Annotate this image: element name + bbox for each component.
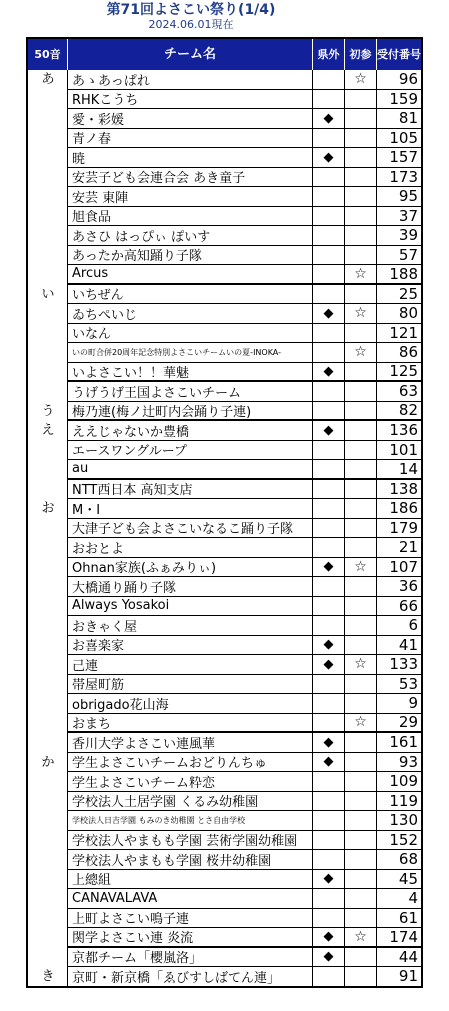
outside-prefecture-cell bbox=[313, 753, 345, 772]
as-of-date: 2024.06.01現在 bbox=[148, 18, 234, 31]
entry-number-cell: 109 bbox=[389, 772, 418, 791]
first-time-cell bbox=[345, 811, 377, 830]
first-time-cell bbox=[345, 850, 377, 869]
outside-prefecture-cell bbox=[313, 90, 345, 109]
yomi-label: お bbox=[41, 501, 55, 516]
team-name-cell: いよさこい！！華魅 bbox=[68, 363, 313, 381]
outside-prefecture-cell bbox=[313, 811, 345, 830]
outside-prefecture-cell bbox=[313, 207, 345, 226]
entry-number-cell: 130 bbox=[389, 811, 418, 830]
first-time-cell bbox=[345, 285, 377, 304]
entry-number-cell: 159 bbox=[389, 89, 418, 108]
outside-prefecture-cell bbox=[313, 285, 345, 304]
team-name-cell: NTT西日本 高知支店 bbox=[68, 480, 313, 499]
first-time-cell bbox=[345, 714, 377, 732]
table-row bbox=[68, 811, 421, 831]
table-row bbox=[68, 90, 421, 110]
table-row bbox=[68, 168, 421, 188]
star-icon: ☆ bbox=[354, 558, 367, 575]
table-row bbox=[68, 129, 421, 149]
outside-prefecture-cell bbox=[313, 694, 345, 713]
first-time-cell bbox=[345, 558, 377, 577]
table-row bbox=[68, 441, 421, 461]
outside-prefecture-cell bbox=[313, 538, 345, 557]
team-name-cell: 学校法人土居学園 くるみ幼稚園 bbox=[68, 792, 313, 811]
team-name-cell: M・I bbox=[68, 499, 313, 518]
entry-number-cell: 39 bbox=[398, 226, 418, 245]
table-row bbox=[68, 870, 421, 890]
team-name-cell: 青ノ春 bbox=[68, 129, 313, 148]
page-title: 第71回よさこい祭り(1/4) bbox=[106, 2, 276, 18]
team-name-cell: あゝあっぱれ bbox=[68, 70, 313, 89]
first-time-cell bbox=[345, 694, 377, 713]
star-icon: ☆ bbox=[354, 656, 367, 673]
team-name-cell: obrigado花山海 bbox=[68, 694, 313, 713]
first-time-cell bbox=[345, 948, 377, 967]
entry-number-cell: 6 bbox=[408, 616, 418, 635]
entry-number-cell: 66 bbox=[398, 596, 418, 615]
team-name-cell: ゐちぺいじ bbox=[68, 304, 313, 323]
team-name-cell: いの町合併20周年記念特別よさこいチームいの夏-INOKA- bbox=[68, 343, 313, 362]
outside-prefecture-cell bbox=[313, 558, 345, 577]
outside-prefecture-cell bbox=[313, 363, 345, 381]
table-row bbox=[68, 714, 421, 734]
outside-prefecture-cell bbox=[313, 889, 345, 908]
team-name-cell: 安芸 東陣 bbox=[68, 187, 313, 206]
entry-number-cell: 186 bbox=[389, 499, 418, 518]
table-body bbox=[28, 70, 421, 986]
first-time-cell bbox=[345, 655, 377, 674]
first-time-cell bbox=[345, 265, 377, 283]
table-header bbox=[28, 39, 421, 70]
yomi-label: え bbox=[41, 423, 55, 438]
team-name-cell: 大津子ども会よさこいなるこ踊り子隊 bbox=[68, 519, 313, 538]
first-time-cell bbox=[345, 519, 377, 538]
table-row bbox=[68, 70, 421, 90]
outside-prefecture-cell bbox=[313, 402, 345, 420]
team-name-cell: あったか高知踊り子隊 bbox=[68, 246, 313, 265]
entry-number-cell: 21 bbox=[398, 538, 418, 557]
outside-prefecture-cell bbox=[313, 304, 345, 323]
entry-number-cell: 125 bbox=[389, 362, 418, 381]
table-row bbox=[68, 382, 421, 402]
table-row bbox=[68, 285, 421, 305]
entry-number-cell: 174 bbox=[389, 927, 418, 946]
star-icon: ☆ bbox=[354, 265, 367, 282]
outside-prefecture-cell bbox=[313, 928, 345, 946]
outside-prefecture-cell bbox=[313, 733, 345, 752]
table-row bbox=[68, 928, 421, 948]
outside-prefecture-cell bbox=[313, 148, 345, 167]
team-name-cell: 京町・新京橋「ゑびすしばてん連」 bbox=[68, 967, 313, 986]
diamond-icon: ◆ bbox=[323, 110, 334, 126]
entry-number-cell: 53 bbox=[398, 674, 418, 693]
entry-number-cell: 173 bbox=[389, 167, 418, 186]
team-name-cell: 旭食品 bbox=[68, 207, 313, 226]
table-row bbox=[68, 967, 421, 987]
table-row bbox=[68, 889, 421, 909]
table-row bbox=[68, 616, 421, 636]
outside-prefecture-cell bbox=[313, 831, 345, 850]
first-time-cell bbox=[345, 889, 377, 908]
star-icon: ☆ bbox=[354, 305, 367, 322]
first-time-cell bbox=[345, 616, 377, 635]
table-row bbox=[68, 246, 421, 266]
outside-prefecture-cell bbox=[313, 324, 345, 343]
yomi-label: い bbox=[41, 286, 55, 302]
outside-prefecture-cell bbox=[313, 187, 345, 206]
table-rows bbox=[68, 70, 421, 987]
first-time-cell bbox=[345, 499, 377, 518]
team-name-cell: au bbox=[68, 460, 313, 478]
team-name-cell: 帯屋町筋 bbox=[68, 675, 313, 694]
outside-prefecture-cell bbox=[313, 967, 345, 986]
yomi-label: き bbox=[41, 969, 55, 984]
diamond-icon: ◆ bbox=[323, 637, 334, 653]
outside-prefecture-cell bbox=[313, 441, 345, 460]
team-name-cell: うげうげ王国よさこいチーム bbox=[68, 382, 313, 401]
table-row bbox=[68, 753, 421, 773]
outside-prefecture-cell bbox=[313, 772, 345, 791]
first-time-cell bbox=[345, 187, 377, 206]
table-row bbox=[68, 636, 421, 656]
first-time-cell bbox=[345, 460, 377, 478]
table-row bbox=[68, 363, 421, 383]
first-time-cell bbox=[345, 909, 377, 928]
diamond-icon: ◆ bbox=[323, 422, 334, 438]
outside-prefecture-cell bbox=[313, 421, 345, 440]
entry-number-cell: 136 bbox=[389, 421, 418, 440]
table-row bbox=[68, 480, 421, 500]
first-time-cell bbox=[345, 382, 377, 401]
first-time-cell bbox=[345, 129, 377, 148]
team-name-cell: エースワングループ bbox=[68, 441, 313, 460]
diamond-icon: ◆ bbox=[323, 149, 334, 165]
table-row bbox=[68, 460, 421, 480]
team-name-cell: 上總組 bbox=[68, 870, 313, 889]
entry-number-cell: 36 bbox=[398, 577, 418, 596]
outside-prefecture-cell bbox=[313, 499, 345, 518]
team-name-cell: ええじゃないか豊橋 bbox=[68, 421, 313, 440]
team-name-cell: 京都チーム「櫻嵐洛」 bbox=[68, 948, 313, 967]
team-name-cell: おきゃく屋 bbox=[68, 616, 313, 635]
entry-number-cell: 96 bbox=[398, 70, 418, 89]
diamond-icon: ◆ bbox=[323, 559, 334, 575]
entry-number-cell: 68 bbox=[398, 850, 418, 869]
table-row bbox=[68, 831, 421, 851]
outside-prefecture-cell bbox=[313, 226, 345, 245]
entry-number-cell: 107 bbox=[389, 557, 418, 576]
outside-prefecture-cell bbox=[313, 343, 345, 362]
outside-prefecture-cell bbox=[313, 129, 345, 148]
first-time-cell bbox=[345, 870, 377, 889]
team-name-cell: 学生よさこいチーム粋恋 bbox=[68, 772, 313, 791]
entry-number-cell: 29 bbox=[398, 713, 418, 732]
table-row bbox=[68, 109, 421, 129]
outside-prefecture-cell bbox=[313, 265, 345, 283]
team-name-cell: 上町よさこい鳴子連 bbox=[68, 909, 313, 928]
outside-prefecture-cell bbox=[313, 870, 345, 889]
team-name-cell: いちぜん bbox=[68, 285, 313, 304]
header-first-time: 初参 bbox=[345, 39, 377, 70]
first-time-cell bbox=[345, 928, 377, 946]
entry-number-cell: 161 bbox=[389, 733, 418, 752]
first-time-cell bbox=[345, 421, 377, 440]
outside-prefecture-cell bbox=[313, 850, 345, 869]
outside-prefecture-cell bbox=[313, 948, 345, 967]
first-time-cell bbox=[345, 226, 377, 245]
first-time-cell bbox=[345, 967, 377, 986]
team-name-cell: 学校法人日吉学園 もみのき幼稚園 とさ自由学校 bbox=[68, 811, 313, 830]
table-row bbox=[68, 538, 421, 558]
first-time-cell bbox=[345, 304, 377, 323]
header-outside-prefecture: 県外 bbox=[313, 39, 345, 70]
table-row bbox=[68, 577, 421, 597]
header-yomi: 50音 bbox=[28, 39, 68, 70]
yomi-label: か bbox=[41, 754, 55, 770]
entry-number-cell: 57 bbox=[398, 245, 418, 264]
team-name-cell: あさひ はっぴぃ ぽいす bbox=[68, 226, 313, 245]
first-time-cell bbox=[345, 441, 377, 460]
entry-number-cell: 95 bbox=[398, 187, 418, 206]
team-name-cell: Always Yosakoi bbox=[68, 597, 313, 616]
table-row bbox=[68, 402, 421, 422]
entry-number-cell: 152 bbox=[389, 830, 418, 849]
first-time-cell bbox=[345, 168, 377, 187]
table-row bbox=[68, 948, 421, 968]
first-time-cell bbox=[345, 577, 377, 596]
outside-prefecture-cell bbox=[313, 109, 345, 128]
table-row bbox=[68, 675, 421, 695]
entry-number-cell: 133 bbox=[389, 655, 418, 674]
outside-prefecture-cell bbox=[313, 675, 345, 694]
yomi-label: う bbox=[41, 403, 55, 419]
table-row bbox=[68, 421, 421, 441]
diamond-icon: ◆ bbox=[323, 929, 334, 945]
outside-prefecture-cell bbox=[313, 909, 345, 928]
table-row bbox=[68, 792, 421, 812]
outside-prefecture-cell bbox=[313, 577, 345, 596]
entry-number-cell: 25 bbox=[398, 284, 418, 303]
outside-prefecture-cell bbox=[313, 519, 345, 538]
table-row bbox=[68, 909, 421, 929]
outside-prefecture-cell bbox=[313, 616, 345, 635]
outside-prefecture-cell bbox=[313, 597, 345, 616]
first-time-cell bbox=[345, 792, 377, 811]
team-name-cell: 関学よさこい連 炎流 bbox=[68, 928, 313, 946]
entry-number-cell: 91 bbox=[398, 967, 418, 986]
team-name-cell: 学生よさこいチームおどりんちゅ bbox=[68, 753, 313, 772]
table-row bbox=[68, 265, 421, 285]
table-row bbox=[68, 558, 421, 578]
table-row bbox=[68, 499, 421, 519]
outside-prefecture-cell bbox=[313, 480, 345, 499]
first-time-cell bbox=[345, 480, 377, 499]
team-name-cell: RHKこうち bbox=[68, 90, 313, 109]
first-time-cell bbox=[345, 90, 377, 109]
entry-number-cell: 93 bbox=[398, 752, 418, 771]
table-row bbox=[68, 187, 421, 207]
first-time-cell bbox=[345, 70, 377, 89]
table-row bbox=[68, 324, 421, 344]
team-table bbox=[26, 37, 423, 988]
entry-number-cell: 41 bbox=[398, 635, 418, 654]
diamond-icon: ◆ bbox=[323, 754, 334, 770]
diamond-icon: ◆ bbox=[323, 871, 334, 887]
entry-number-cell: 81 bbox=[398, 109, 418, 128]
star-icon: ☆ bbox=[354, 928, 367, 945]
first-time-cell bbox=[345, 733, 377, 752]
header-entry-number: 受付番号 bbox=[377, 47, 421, 61]
team-name-cell: いなん bbox=[68, 324, 313, 343]
first-time-cell bbox=[345, 538, 377, 557]
entry-number-cell: 119 bbox=[389, 791, 418, 810]
table-row bbox=[68, 772, 421, 792]
team-name-cell: 安芸子ども会連合会 あき童子 bbox=[68, 168, 313, 187]
entry-number-cell: 101 bbox=[389, 440, 418, 459]
entry-number-cell: 105 bbox=[389, 128, 418, 147]
entry-number-cell: 63 bbox=[398, 382, 418, 401]
team-name-cell: Arcus bbox=[68, 265, 313, 283]
first-time-cell bbox=[345, 109, 377, 128]
entry-number-cell: 4 bbox=[408, 889, 418, 908]
first-time-cell bbox=[345, 772, 377, 791]
outside-prefecture-cell bbox=[313, 168, 345, 187]
outside-prefecture-cell bbox=[313, 382, 345, 401]
diamond-icon: ◆ bbox=[323, 363, 334, 379]
table-row bbox=[68, 655, 421, 675]
diamond-icon: ◆ bbox=[323, 949, 334, 965]
table-row bbox=[68, 148, 421, 168]
entry-number-cell: 121 bbox=[389, 323, 418, 342]
table-row bbox=[68, 597, 421, 617]
entry-number-cell: 82 bbox=[398, 401, 418, 420]
yomi-column bbox=[28, 70, 68, 986]
first-time-cell bbox=[345, 343, 377, 362]
table-row bbox=[68, 207, 421, 227]
star-icon: ☆ bbox=[354, 71, 367, 88]
outside-prefecture-cell bbox=[313, 655, 345, 674]
first-time-cell bbox=[345, 207, 377, 226]
header-team-name: チーム名 bbox=[68, 39, 313, 70]
diamond-icon: ◆ bbox=[323, 656, 334, 672]
first-time-cell bbox=[345, 636, 377, 655]
entry-number-cell: 9 bbox=[408, 694, 418, 713]
table-row bbox=[68, 850, 421, 870]
first-time-cell bbox=[345, 363, 377, 381]
team-name-cell: おおとよ bbox=[68, 538, 313, 557]
first-time-cell bbox=[345, 402, 377, 420]
team-name-cell: 梅乃連(梅ノ辻町内会踊り子連) bbox=[68, 402, 313, 420]
outside-prefecture-cell bbox=[313, 246, 345, 265]
entry-number-cell: 179 bbox=[389, 518, 418, 537]
outside-prefecture-cell bbox=[313, 70, 345, 89]
team-name-cell: 学校法人やまもも学園 桜井幼稚園 bbox=[68, 850, 313, 869]
first-time-cell bbox=[345, 753, 377, 772]
team-name-cell: 大橋通り踊り子隊 bbox=[68, 577, 313, 596]
entry-number-cell: 138 bbox=[389, 479, 418, 498]
team-name-cell: CANAVALAVA bbox=[68, 889, 313, 908]
first-time-cell bbox=[345, 324, 377, 343]
team-name-cell: 愛・彩媛 bbox=[68, 109, 313, 128]
outside-prefecture-cell bbox=[313, 714, 345, 732]
outside-prefecture-cell bbox=[313, 460, 345, 478]
diamond-icon: ◆ bbox=[323, 734, 334, 750]
table-row bbox=[68, 304, 421, 324]
star-icon: ☆ bbox=[354, 714, 367, 731]
team-name-cell: 学校法人やまもも学園 芸術学園幼稚園 bbox=[68, 831, 313, 850]
table-row bbox=[68, 226, 421, 246]
first-time-cell bbox=[345, 148, 377, 167]
first-time-cell bbox=[345, 597, 377, 616]
entry-number-cell: 188 bbox=[389, 264, 418, 283]
first-time-cell bbox=[345, 675, 377, 694]
outside-prefecture-cell bbox=[313, 792, 345, 811]
team-name-cell: 香川大学よさこい連風華 bbox=[68, 733, 313, 752]
entry-number-cell: 44 bbox=[398, 947, 418, 966]
table-row bbox=[68, 343, 421, 363]
entry-number-cell: 86 bbox=[398, 343, 418, 362]
entry-number-cell: 61 bbox=[398, 908, 418, 927]
team-name-cell: 暁 bbox=[68, 148, 313, 167]
entry-number-cell: 45 bbox=[398, 869, 418, 888]
entry-number-cell: 80 bbox=[398, 304, 418, 323]
diamond-icon: ◆ bbox=[323, 305, 334, 321]
table-row bbox=[68, 733, 421, 753]
team-name-cell: 己連 bbox=[68, 655, 313, 674]
entry-number-cell: 14 bbox=[398, 459, 418, 478]
first-time-cell bbox=[345, 246, 377, 265]
table-row bbox=[68, 694, 421, 714]
outside-prefecture-cell bbox=[313, 636, 345, 655]
first-time-cell bbox=[345, 831, 377, 850]
table-row bbox=[68, 519, 421, 539]
team-name-cell: Ohnan家族(ふぁみりぃ) bbox=[68, 558, 313, 577]
yomi-label: あ bbox=[41, 72, 55, 87]
team-name-cell: お喜楽家 bbox=[68, 636, 313, 655]
entry-number-cell: 37 bbox=[398, 206, 418, 225]
team-name-cell: おまち bbox=[68, 714, 313, 732]
star-icon: ☆ bbox=[354, 344, 367, 361]
entry-number-cell: 157 bbox=[389, 148, 418, 167]
